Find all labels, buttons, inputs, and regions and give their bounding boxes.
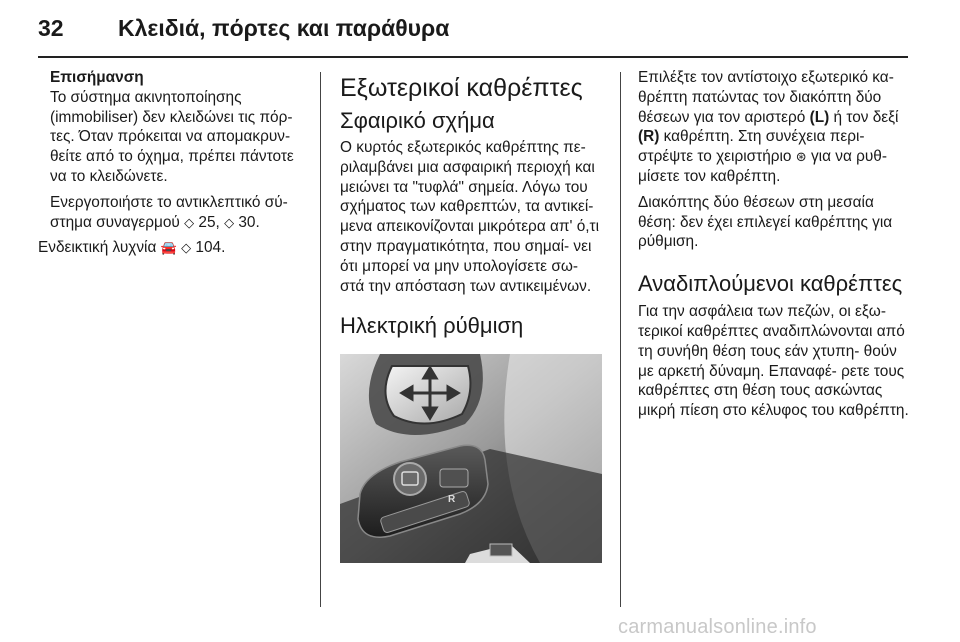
- column-2: [340, 74, 602, 563]
- page-number: 32: [38, 15, 64, 41]
- right-key: (R): [638, 128, 660, 146]
- column-3: [638, 68, 910, 427]
- header-rule: [38, 56, 908, 58]
- subheading-spherical: Σφαιρικό σχήμα: [340, 108, 495, 133]
- alarm-paragraph: Ενεργοποιήστε το αντικλεπτικό σύ- στημα συναγερμού ◇ 25, ◇ 30.: [50, 193, 288, 231]
- column-divider-1: [320, 72, 321, 607]
- indicator-paragraph: [38, 238, 310, 258]
- folding-paragraph: Για την ασφάλεια των πεζών, οι εξω- τερικοί καθρέπτες αναδιπλώνονται από τη συνήθη θέση τους εάν χτυπη- θούν με αρκετή δύναμη. Επαναφέ- ρετε τους καθρέπτες στη θέση τους ασκώντας μικρή πίεση στο κέλυφος του καθρέπτη.: [638, 303, 909, 420]
- subheading-folding: Αναδιπλούμενοι καθρέπτες: [638, 271, 903, 297]
- select-text-a: Επιλέξτε τον αντίστοιχο εξωτερικό κα- θρέπτη πατώντας τον διακόπτη δύο θέσεων για τον αριστερό: [638, 69, 894, 126]
- select-text-b: ή τον δεξί: [833, 108, 899, 126]
- column-1: [38, 68, 310, 264]
- page-ref-arrow-icon: ◇: [224, 214, 235, 230]
- page-ref-arrow-icon: ◇: [184, 214, 195, 230]
- car-lock-icon: 🚘: [160, 240, 177, 256]
- alarm-text: Ενεργοποιήστε το αντικλεπτικό σύ- στημα συναγερμού: [50, 193, 288, 231]
- left-key: (L): [809, 108, 830, 126]
- column-divider-2: [620, 72, 621, 607]
- fold-switch: [440, 469, 468, 487]
- spherical-paragraph: Ο κυρτός εξωτερικός καθρέπτης πε- ριλαμβάνει μια ασφαιρική περιοχή και μειώνει τα "τυφλά" σημεία. Λόγω του σχήματος των καθρεπτών, τα αντικεί- μενα απεικονίζονται μικρότερα απ' ό,τι στην πραγματικότητα, που σημαί- νει ότι μπορεί να μην υπολογίσετε σω- στά την απόσταση των αντικειμένων.: [340, 139, 600, 295]
- section-heading: Εξωτερικοί καθρέπτες: [340, 74, 583, 102]
- page-header: [0, 0, 960, 52]
- select-text-d: για να ρυθ- μίσετε τον καθρέπτη.: [638, 148, 887, 185]
- alarm-ref-1: 25: [198, 213, 216, 231]
- mirror-adjust-icon: ⊛: [795, 149, 807, 165]
- note-paragraph: Το σύστημα ακινητοποίησης (immobiliser) δεν κλειδώνει τις πόρ- τες. Όταν πρόκειται να απομακρυν- θείτε από το όχημα, πρέπει πάντοτε να το κλειδώνετε.: [50, 88, 294, 185]
- indicator-ref: 104.: [195, 239, 226, 257]
- subheading-electric: Ηλεκτρική ρύθμιση: [340, 313, 524, 339]
- page-ref-arrow-icon: ◇: [181, 240, 192, 256]
- note-subheading: Επισήμανση: [50, 69, 144, 86]
- switch-label-r: R: [448, 494, 456, 506]
- middle-position-paragraph: Διακόπτης δύο θέσεων στη μεσαία θέση: δεν έχει επιλεγεί καθρέπτης για ρύθμιση.: [638, 193, 893, 251]
- page-title: Κλειδιά, πόρτες και παράθυρα: [118, 15, 450, 41]
- note-block: [38, 68, 310, 232]
- alarm-ref-2: 30.: [238, 213, 260, 231]
- watermark: carmanualsonline.info: [618, 616, 817, 638]
- select-mirror-paragraph: [638, 68, 910, 187]
- mirror-control-knob: [394, 463, 426, 495]
- mirror-switch-photo: [340, 354, 602, 563]
- indicator-text: Ενδεικτική λυχνία: [38, 239, 157, 257]
- select-text-c: καθρέπτη. Στη συνέχεια περι- στρέψτε το χειριστήριο: [638, 128, 865, 166]
